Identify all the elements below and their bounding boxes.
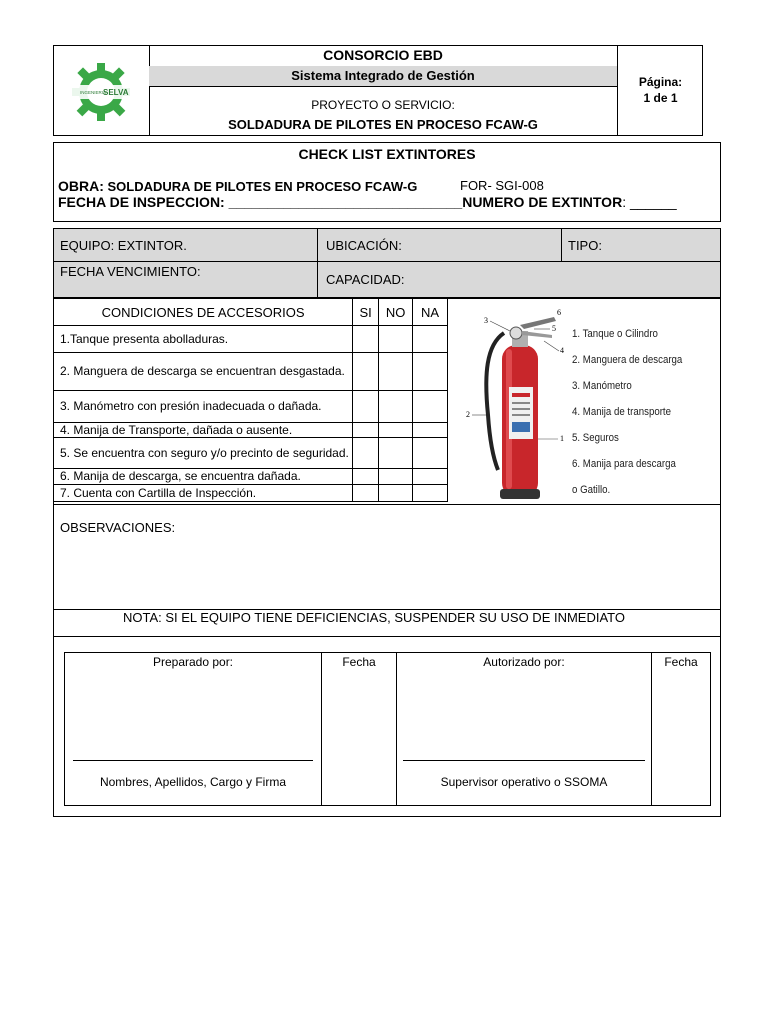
page-label: Página: <box>638 75 683 89</box>
condition-item: 3. Manómetro con presión inadecuada o dañada. <box>54 391 353 423</box>
autorizado-label: Autorizado por: <box>483 655 565 669</box>
check-na[interactable] <box>413 353 448 391</box>
signatures-table <box>64 652 711 806</box>
check-si[interactable] <box>353 485 379 502</box>
check-no[interactable] <box>379 438 413 469</box>
check-na[interactable] <box>413 469 448 485</box>
condition-item: 4. Manija de Transporte, dañada o ausente. <box>54 423 353 438</box>
callout-6: 6 <box>557 308 561 317</box>
diagram-label: 2. Manguera de descarga <box>572 354 683 366</box>
svg-text:INGENIERIA: INGENIERIA <box>80 90 107 95</box>
ubicacion-field[interactable]: UBICACIÓN: <box>318 229 562 262</box>
preparado-label: Preparado por: <box>152 655 234 669</box>
logo-cell <box>54 46 150 135</box>
sig-divider <box>651 653 652 805</box>
condition-item: 7. Cuenta con Cartilla de Inspección. <box>54 485 353 502</box>
diagram-label: o Gatillo. <box>572 484 611 496</box>
fire-extinguisher-icon <box>464 305 574 503</box>
nota-text: NOTA: SI EL EQUIPO TIENE DEFICIENCIAS, SUSPENDER SU USO DE INMEDIATO <box>122 610 626 625</box>
callout-4: 4 <box>560 346 564 355</box>
page-value: 1 de 1 <box>643 91 678 105</box>
system-name: Sistema Integrado de Gestión <box>149 66 617 87</box>
autorizado-signature-line[interactable] <box>403 760 645 761</box>
col-si: SI <box>353 299 379 326</box>
check-no[interactable] <box>379 326 413 353</box>
fecha-label-1: Fecha <box>342 655 376 669</box>
obra-label <box>58 178 417 194</box>
obra-label-text: OBRA: <box>58 178 104 194</box>
check-no[interactable] <box>379 391 413 423</box>
checklist-title: CHECK LIST EXTINTORES <box>298 146 476 162</box>
nombres-caption: Nombres, Apellidos, Cargo y Firma <box>99 775 287 789</box>
conditions-block <box>53 298 721 505</box>
check-na[interactable] <box>413 391 448 423</box>
svg-text:SELVA: SELVA <box>103 88 129 97</box>
fecha-inspeccion-label: FECHA DE INSPECCION: ______________________________ <box>58 194 463 210</box>
diagram-label: 1. Tanque o Cilindro <box>572 328 658 340</box>
sig-divider <box>321 653 322 805</box>
check-no[interactable] <box>379 485 413 502</box>
check-si[interactable] <box>353 438 379 469</box>
conditions-table <box>53 298 448 502</box>
check-si[interactable] <box>353 353 379 391</box>
diagram-label: 5. Seguros <box>572 432 619 444</box>
fecha-inspeccion-field[interactable] <box>58 194 677 210</box>
diagram-legend <box>572 321 697 503</box>
extinguisher-diagram <box>464 305 714 503</box>
col-na: NA <box>413 299 448 326</box>
check-na[interactable] <box>413 438 448 469</box>
conditions-header: CONDICIONES DE ACCESORIOS <box>54 299 353 326</box>
numero-extintor-blank: : ______ <box>622 194 677 210</box>
diagram-label: 6. Manija para descarga <box>572 458 676 470</box>
condition-item: 6. Manija de descarga, se encuentra dañada. <box>54 469 353 485</box>
info-block <box>53 228 721 298</box>
check-na[interactable] <box>413 485 448 502</box>
condition-item: 2. Manguera de descarga se encuentran desgastada. <box>54 353 353 391</box>
check-no[interactable] <box>379 423 413 438</box>
equipo-field[interactable]: EQUIPO: EXTINTOR. <box>54 229 318 262</box>
capacidad-field[interactable]: CAPACIDAD: <box>326 272 405 287</box>
check-si[interactable] <box>353 391 379 423</box>
check-no[interactable] <box>379 353 413 391</box>
numero-extintor-label: NUMERO DE EXTINTOR <box>462 194 623 210</box>
project-name: SOLDADURA DE PILOTES EN PROCESO FCAW-G <box>228 117 538 132</box>
observaciones-block[interactable] <box>53 504 721 610</box>
observaciones-label: OBSERVACIONES: <box>60 520 176 535</box>
check-no[interactable] <box>379 469 413 485</box>
company-name: CONSORCIO EBD <box>149 46 617 67</box>
diagram-label: 4. Manija de transporte <box>572 406 672 418</box>
callout-3: 3 <box>484 316 488 325</box>
nota-block <box>53 609 721 637</box>
callout-2: 2 <box>466 410 470 419</box>
check-na[interactable] <box>413 423 448 438</box>
tipo-field[interactable]: TIPO: <box>562 229 720 262</box>
checklist-title-block <box>53 142 721 222</box>
project-label: PROYECTO O SERVICIO: <box>311 98 455 112</box>
callout-5: 5 <box>552 324 556 333</box>
check-si[interactable] <box>353 423 379 438</box>
fecha-vencimiento-field[interactable]: FECHA VENCIMIENTO: <box>54 262 318 297</box>
diagram-label: 3. Manómetro <box>572 380 632 392</box>
preparado-signature-line[interactable] <box>73 760 313 761</box>
condition-item: 5. Se encuentra con seguro y/o precinto de seguridad. <box>54 438 353 469</box>
callout-1: 1 <box>560 434 564 443</box>
signatures-outer <box>53 636 721 817</box>
check-na[interactable] <box>413 326 448 353</box>
supervisor-caption: Supervisor operativo o SSOMA <box>440 775 608 789</box>
condition-item: 1.Tanque presenta abolladuras. <box>54 326 353 353</box>
company-logo-icon <box>66 60 136 124</box>
check-si[interactable] <box>353 326 379 353</box>
fecha-label-2: Fecha <box>664 655 698 669</box>
page-cell <box>617 46 703 135</box>
col-no: NO <box>379 299 413 326</box>
header-block <box>53 45 703 136</box>
check-si[interactable] <box>353 469 379 485</box>
obra-value: SOLDADURA DE PILOTES EN PROCESO FCAW-G <box>107 179 418 194</box>
form-code: FOR- SGI-008 <box>460 178 544 193</box>
